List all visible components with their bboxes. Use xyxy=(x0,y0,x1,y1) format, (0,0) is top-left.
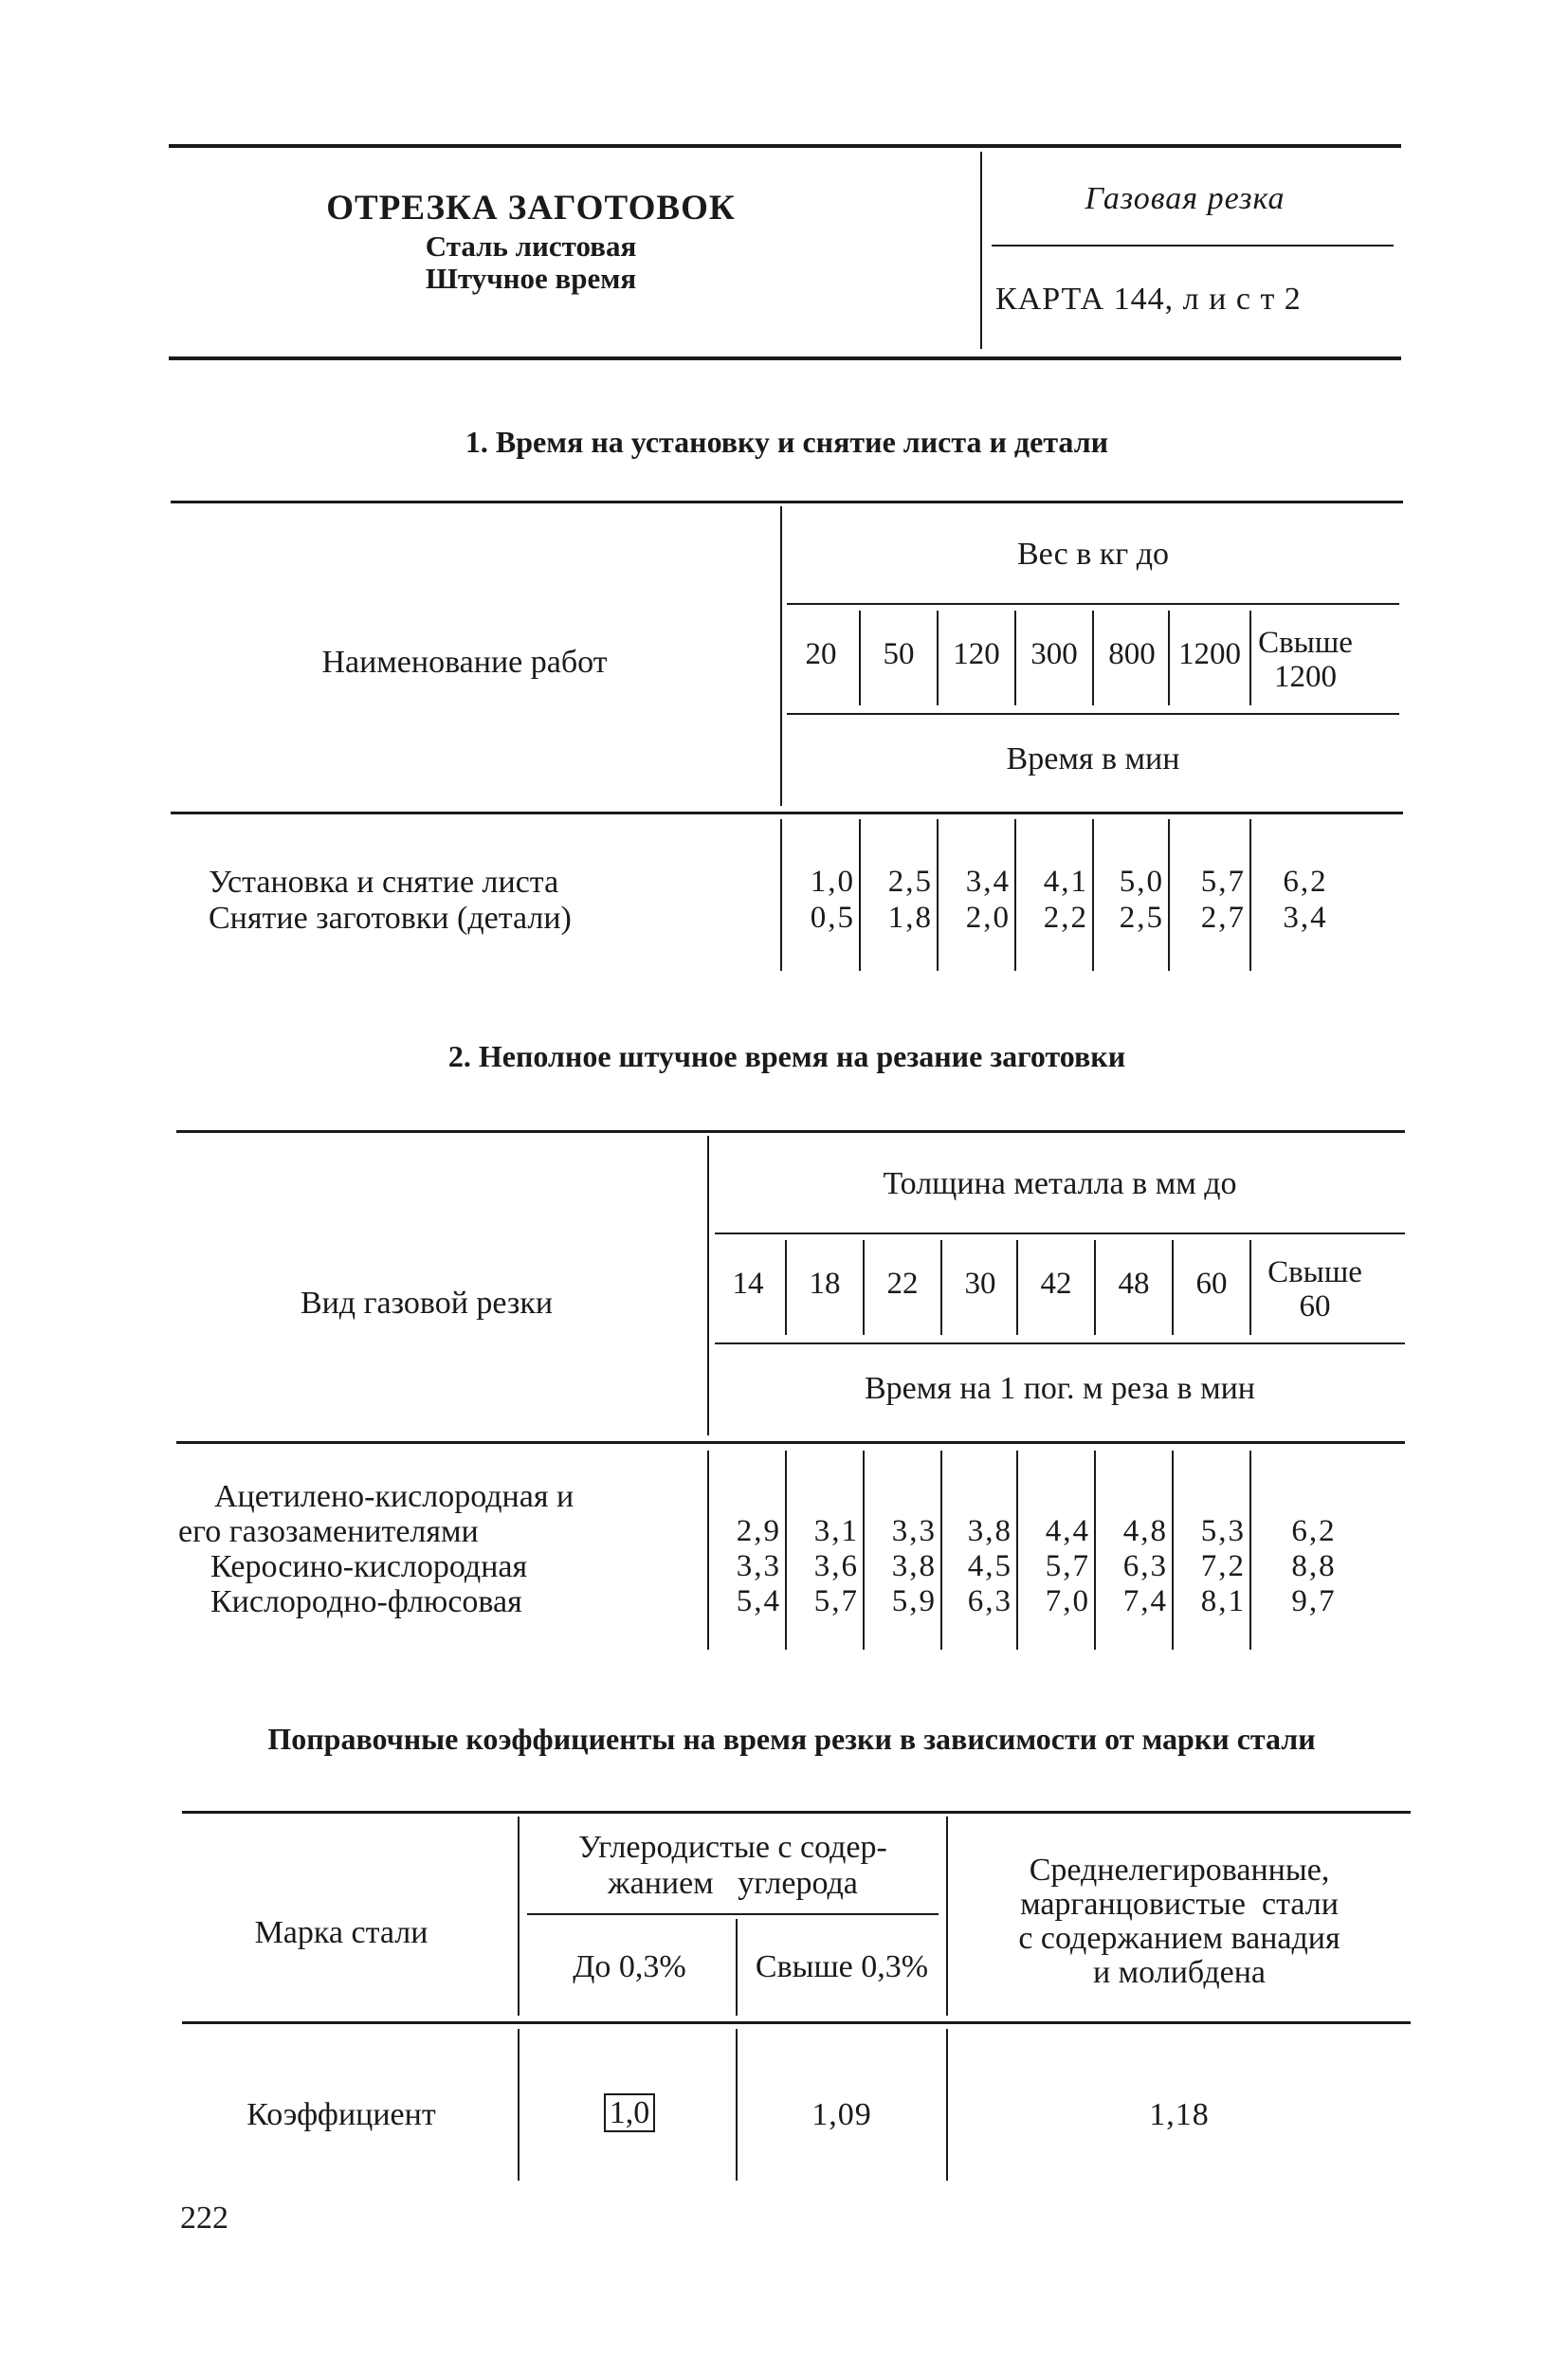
s2-col-header: 18 xyxy=(809,1267,841,1301)
s1-body-divider xyxy=(780,819,782,971)
s1-cell: 0,5 xyxy=(810,901,855,935)
s1-cell: 2,0 xyxy=(965,901,1011,935)
s2-body-col-divider xyxy=(1249,1451,1251,1650)
s2-head-col-divider xyxy=(1016,1240,1018,1335)
s2-cell: 7,2 xyxy=(1200,1549,1246,1583)
s2-cell: 9,7 xyxy=(1291,1584,1337,1618)
s1-head-bottom-rule xyxy=(171,812,1403,814)
s1-body-col-divider xyxy=(1014,819,1016,971)
s2-col-header: Свыше 60 xyxy=(1267,1255,1362,1324)
s1-group-rule xyxy=(787,603,1399,605)
s1-body-col-divider xyxy=(1092,819,1094,971)
s2-cell: 5,4 xyxy=(736,1584,781,1618)
s2-cell: 4,4 xyxy=(1045,1514,1090,1548)
s2-body-col-divider xyxy=(863,1451,865,1650)
s2-col-header: 60 xyxy=(1195,1267,1228,1301)
s2-head-divider xyxy=(707,1136,709,1435)
s2-cell: 4,8 xyxy=(1122,1514,1168,1548)
s2-body-col-divider xyxy=(1172,1451,1174,1650)
s2-col-label: Вид газовой резки xyxy=(300,1286,554,1321)
s1-cell: 2,5 xyxy=(1119,901,1164,935)
s2-cell: 5,9 xyxy=(891,1584,937,1618)
s2-cell: 3,6 xyxy=(813,1549,859,1583)
s1-unit-rule xyxy=(787,713,1399,715)
s1-head-col-divider xyxy=(1168,611,1170,705)
s1-cell: 1,8 xyxy=(887,901,933,935)
s3-body-divider-1 xyxy=(518,2029,520,2181)
s2-unit-rule xyxy=(715,1342,1405,1344)
header-subtitle-2: Штучное время xyxy=(425,262,637,295)
s1-body-col-divider xyxy=(859,819,861,971)
s3-body-divider-3 xyxy=(946,2029,948,2181)
s2-top-rule xyxy=(176,1130,1405,1133)
s2-cell: 6,2 xyxy=(1291,1514,1337,1548)
s1-cell: 2,2 xyxy=(1043,901,1088,935)
s1-top-rule xyxy=(171,501,1403,503)
s3-alloy-line: марганцовистые стали xyxy=(1020,1887,1339,1922)
s1-row-name: Установка и снятие листа xyxy=(209,865,559,900)
s2-col-header: 48 xyxy=(1118,1267,1150,1301)
s1-cell: 6,2 xyxy=(1283,865,1328,899)
s3-value-carbon-high: 1,09 xyxy=(811,2097,872,2132)
s2-cell: 5,7 xyxy=(813,1584,859,1618)
s1-unit-label: Время в мин xyxy=(1006,741,1180,776)
s1-cell: 1,0 xyxy=(810,865,855,899)
s1-body-col-divider xyxy=(1168,819,1170,971)
s2-cell: 3,1 xyxy=(813,1514,859,1548)
s2-cell: 7,4 xyxy=(1122,1584,1168,1618)
s2-row-name: Кислородно-флюсовая xyxy=(210,1584,522,1619)
s1-col-header: 300 xyxy=(1030,637,1078,671)
header-card: КАРТА 144, л и с т 2 xyxy=(995,282,1302,317)
s1-col-header: 120 xyxy=(953,637,1000,671)
s1-col-header: 1200 xyxy=(1178,637,1241,671)
s2-cell: 7,0 xyxy=(1045,1584,1090,1618)
s3-carbon-low: До 0,3% xyxy=(573,1949,686,1984)
s1-head-col-divider xyxy=(859,611,861,705)
s2-head-col-divider xyxy=(1249,1240,1251,1335)
s2-cell: 5,7 xyxy=(1045,1549,1090,1583)
s2-col-header: 14 xyxy=(732,1267,764,1301)
section1-heading: 1. Время на установку и снятие листа и детали xyxy=(465,425,1109,459)
s2-col-header: 42 xyxy=(1040,1267,1072,1301)
header-operation: Газовая резка xyxy=(1085,181,1285,216)
s1-head-divider xyxy=(780,506,782,806)
s3-carbon-high: Свыше 0,3% xyxy=(755,1949,929,1984)
s2-head-col-divider xyxy=(1094,1240,1096,1335)
s1-col-header: 800 xyxy=(1108,637,1156,671)
s2-head-col-divider xyxy=(940,1240,942,1335)
s2-cell: 6,3 xyxy=(967,1584,1012,1618)
s2-cell: 3,3 xyxy=(736,1549,781,1583)
page-number: 222 xyxy=(180,2201,228,2236)
s3-head-divider-1 xyxy=(518,1817,520,2016)
s2-cell: 5,3 xyxy=(1200,1514,1246,1548)
s1-col-label: Наименование работ xyxy=(321,645,608,680)
s2-row-name: Керосино-кислородная xyxy=(210,1549,528,1584)
s1-cell: 2,5 xyxy=(887,865,933,899)
s1-cell: 2,7 xyxy=(1200,901,1246,935)
s1-head-col-divider xyxy=(1249,611,1251,705)
s3-alloy-line: и молибдена xyxy=(1092,1955,1267,1990)
s2-group-label: Толщина металла в мм до xyxy=(883,1166,1237,1201)
s2-row-name: его газозаменителями xyxy=(178,1514,479,1549)
s3-alloy-line: с содержанием ванадия xyxy=(1018,1921,1340,1956)
s1-cell: 5,7 xyxy=(1200,865,1246,899)
s1-cell: 3,4 xyxy=(965,865,1011,899)
s1-cell: 4,1 xyxy=(1043,865,1088,899)
header-title: ОТРЕЗКА ЗАГОТОВОК xyxy=(326,189,736,228)
s2-cell: 3,8 xyxy=(891,1549,937,1583)
header-subtitle-1: Сталь листовая xyxy=(425,229,637,263)
s1-col-header: 50 xyxy=(883,637,915,671)
s1-cell: 5,0 xyxy=(1119,865,1164,899)
s2-row-name: Ацетилено-кислородная и xyxy=(214,1479,574,1514)
s2-unit-label: Время на 1 пог. м реза в мин xyxy=(864,1371,1256,1406)
s1-row-name: Снятие заготовки (детали) xyxy=(209,901,572,936)
s3-value-base xyxy=(527,2095,732,2131)
s3-carbon-line-1: Углеродистые с содер- xyxy=(578,1830,887,1865)
s1-body-col-divider xyxy=(1249,819,1251,971)
s1-head-col-divider xyxy=(1014,611,1016,705)
s1-col-header: Свыше 1200 xyxy=(1258,626,1353,694)
s3-carbon-line-2: жанием углерода xyxy=(608,1866,858,1901)
s2-head-col-divider xyxy=(863,1240,865,1335)
s1-cell: 3,4 xyxy=(1283,901,1328,935)
s1-group-label: Вес в кг до xyxy=(1016,537,1170,572)
s2-body-divider xyxy=(707,1451,709,1650)
section2-heading: 2. Неполное штучное время на резание заготовки xyxy=(447,1039,1126,1073)
s2-body-col-divider xyxy=(785,1451,787,1650)
s2-cell: 6,3 xyxy=(1122,1549,1168,1583)
s3-value-base-box: 1,0 xyxy=(604,2093,656,2132)
s2-head-col-divider xyxy=(785,1240,787,1335)
s1-col-header: 20 xyxy=(805,637,837,671)
s2-head-col-divider xyxy=(1172,1240,1174,1335)
s1-body-col-divider xyxy=(937,819,939,971)
s3-head-divider-2 xyxy=(946,1817,948,2016)
header-right-rule xyxy=(992,245,1394,247)
s3-row-label: Коэффициент xyxy=(246,2097,436,2132)
s2-col-header: 22 xyxy=(886,1267,919,1301)
s2-group-rule xyxy=(715,1233,1405,1234)
s3-alloy-line: Среднелегированные, xyxy=(1029,1853,1330,1888)
s3-col-label: Марка стали xyxy=(254,1915,428,1950)
header-top-rule xyxy=(169,144,1401,148)
s1-head-col-divider xyxy=(937,611,939,705)
header-divider xyxy=(980,152,982,349)
s2-col-header: 30 xyxy=(964,1267,996,1301)
s2-cell: 2,9 xyxy=(736,1514,781,1548)
s2-body-col-divider xyxy=(1094,1451,1096,1650)
s2-body-col-divider xyxy=(940,1451,942,1650)
section3-heading: Поправочные коэффициенты на время резки в зависимости от марки стали xyxy=(267,1722,1316,1756)
s3-top-rule xyxy=(182,1811,1411,1814)
s2-cell: 8,1 xyxy=(1200,1584,1246,1618)
s2-cell: 3,8 xyxy=(967,1514,1012,1548)
s2-body-col-divider xyxy=(1016,1451,1018,1650)
s2-cell: 8,8 xyxy=(1291,1549,1337,1583)
s1-head-col-divider xyxy=(1092,611,1094,705)
s2-cell: 4,5 xyxy=(967,1549,1012,1583)
s3-head-bottom-rule xyxy=(182,2021,1411,2024)
s2-head-bottom-rule xyxy=(176,1441,1405,1444)
s3-value-alloy: 1,18 xyxy=(1149,2097,1210,2132)
s2-cell: 3,3 xyxy=(891,1514,937,1548)
header-bottom-rule xyxy=(169,356,1401,360)
s3-carbon-rule xyxy=(527,1913,939,1915)
